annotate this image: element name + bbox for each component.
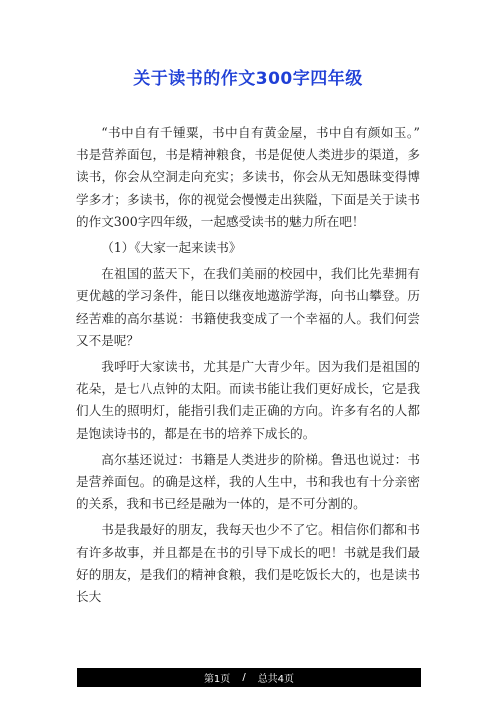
document-title: 关于读书的作文300字四年级 bbox=[133, 69, 363, 89]
page-footer bbox=[77, 668, 421, 687]
page-separator: / bbox=[242, 672, 246, 683]
paragraph-2: 我呼吁大家读书，尤其是广大青少年。因为我们是祖国的花朵，是七八点钟的太阳。而读书能让我们更好成长，它是我们人生的照明灯，能指引我们走正确的方向。许多有名的人都是饱读诗书的，都是在书的培养下成长的。 bbox=[76, 359, 420, 441]
page-total: 总共4页 bbox=[257, 674, 295, 685]
section-heading: （1）《大家一起来读书》 bbox=[101, 240, 242, 256]
paragraph-4: 书是我最好的朋友，我每天也少不了它。相信你们都和书有许多故事，并且都是在书的引导下成长的吧！书就是我们最好的朋友，是我们的精神食粮，我们是吃饭长大的，也是读书长大 bbox=[76, 522, 420, 605]
paragraph-intro: “书中自有千锺粟，书中自有黄金屋，书中自有颜如玉。”书是营养面包，书是精神粮食，书是促使人类进步的渠道，多读书，你会从空洞走向充实；多读书，你会从无知愚昧变得博学多才；多读书，你的视觉会慢慢走出狭隘，下面是关于读书的作文300字四年级，一起感受读书的魅力所在吧！ bbox=[76, 125, 420, 229]
document-body bbox=[76, 122, 420, 612]
page-number: 第1页 bbox=[203, 674, 231, 685]
paragraph-1: 在祖国的蓝天下，在我们美丽的校园中，我们比先辈拥有更优越的学习条件，能日以继夜地遨游学海，向书山攀登。历经苦难的高尔基说：书籍使我变成了一个幸福的人。我们何尝又不是呢？ bbox=[76, 266, 420, 348]
paragraph-3: 高尔基还说过：书籍是人类进步的阶梯。鲁迅也说过：书是营养面包。的确是这样，我的人生中，书和我也有十分亲密的关系，我和书已经是融为一体的，是不可分割的。 bbox=[76, 451, 420, 512]
